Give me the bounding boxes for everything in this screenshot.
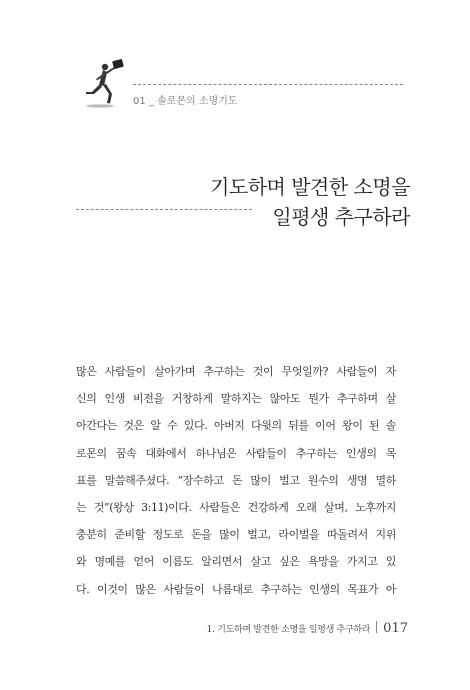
body-paragraph <box>76 358 396 603</box>
header-divider <box>133 84 403 85</box>
body-line: 아간다는 것은 알 수 있다. 아버지 다윗의 뒤를 이어 왕이 된 솔 <box>76 419 396 433</box>
page-number: 017 <box>383 621 408 636</box>
body-line: 표를 말씀해주셨다. “장수하고 돈 많이 벌고 원수의 생명 멸하 <box>76 473 396 487</box>
title-divider <box>76 209 252 210</box>
body-line: 로몬의 꿈속 대화에서 하나님은 사람들이 추구하는 인생의 목 <box>76 446 396 460</box>
chapter-label: 01 _ 솔로몬의 소명기도 <box>133 96 238 107</box>
page-footer <box>207 620 408 636</box>
title-line-2: 일평생 추구하라 <box>272 205 410 229</box>
title-line-1: 기도하며 발견한 소명을 <box>210 175 410 199</box>
body-line: 다. 이것이 많은 사람들이 나름대로 추구하는 인생의 목표가 아 <box>76 582 396 596</box>
body-line: 많은 사람들이 살아가며 추구하는 것이 무엇일까? 사람들이 자 <box>76 365 396 378</box>
section-title <box>210 172 410 232</box>
running-title: 1. 기도하며 발견한 소명을 일평생 추구하라 <box>206 625 371 635</box>
body-line: 는 것”(왕상 3:11)이다. 사람들은 건강하게 오래 살며, 노후까지 <box>76 501 396 515</box>
body-line: 신의 인생 비전을 거창하게 말하지는 않아도 뭔가 추구하며 살 <box>76 392 396 406</box>
body-line: 충분히 준비할 정도로 돈을 많이 벌고, 라이벌을 따돌려서 지위 <box>76 528 396 542</box>
body-line: 와 명예를 얻어 이름도 알리면서 살고 싶은 욕망을 가지고 있 <box>76 555 396 569</box>
running-businessman-illustration <box>76 58 128 110</box>
footer-separator <box>376 621 377 633</box>
